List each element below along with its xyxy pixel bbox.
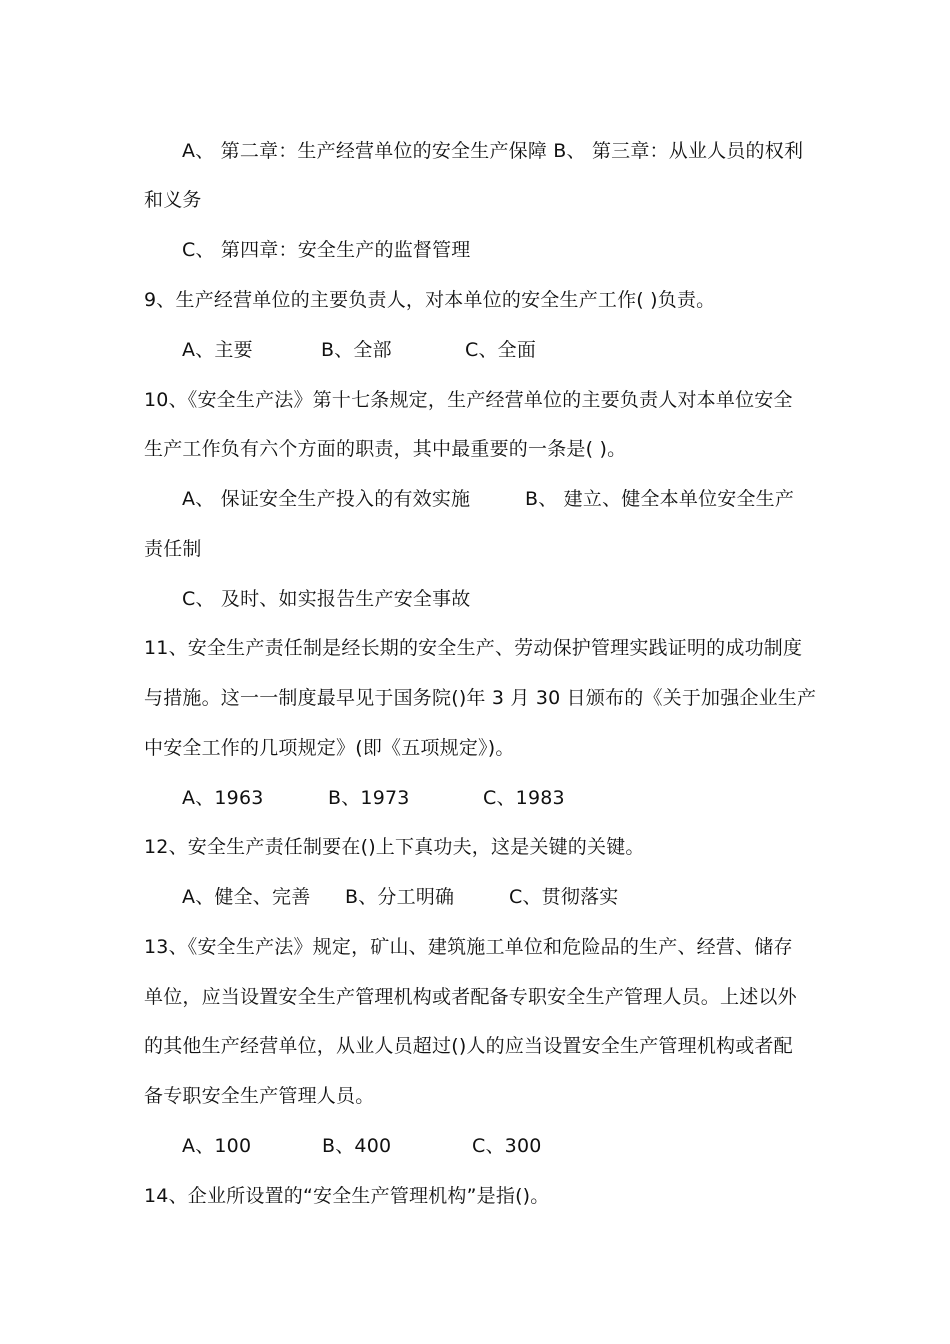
q9-option-b: B、全部 [321,339,392,361]
q13-option-b: B、400 [322,1135,392,1157]
q12-option-a: A、健全、完善 [182,886,311,908]
q11-question-line1: 11、安全生产责任制是经长期的安全生产、劳动保护管理实践证明的成功制度 [144,637,803,659]
q8-option-c: C、 第四章：安全生产的监督管理 [182,239,471,261]
q11-option-c: C、1983 [483,787,565,809]
q12-option-b: B、分工明确 [345,886,455,908]
q11-option-a: A、1963 [182,787,264,809]
q9-option-a: A、主要 [182,339,253,361]
q13-question-line2: 单位，应当设置安全生产管理机构或者配备专职安全生产管理人员。上述以外 [144,986,797,1008]
q14-question: 14、企业所设置的“安全生产管理机构”是指()。 [144,1185,550,1207]
q13-question-line1: 13、《安全生产法》规定，矿山、建筑施工单位和危险品的生产、经营、储存 [144,936,793,958]
q10-question-line2: 生产工作负有六个方面的职责，其中最重要的一条是( )。 [144,438,627,460]
q10-option-b-line2: 责任制 [144,538,202,560]
q9-question: 9、生产经营单位的主要负责人，对本单位的安全生产工作( )负责。 [144,289,716,311]
q8-options-ab-line2: 和义务 [144,189,202,211]
q13-option-a: A、100 [182,1135,252,1157]
q10-option-b-line1: B、 建立、健全本单位安全生产 [525,488,795,510]
q12-question: 12、安全生产责任制要在()上下真功夫，这是关键的关键。 [144,836,645,858]
q9-option-c: C、全面 [465,339,537,361]
q13-option-c: C、300 [472,1135,542,1157]
q12-option-c: C、贯彻落实 [509,886,619,908]
q11-option-b: B、1973 [328,787,410,809]
q8-options-ab-line1: A、 第二章：生产经营单位的安全生产保障 B、 第三章：从业人员的权利 [182,140,804,162]
q11-question-line2: 与措施。这一一制度最早见于国务院()年 3 月 30 日颁布的《关于加强企业生产 [144,687,817,709]
q10-question-line1: 10、《安全生产法》第十七条规定，生产经营单位的主要负责人对本单位安全 [144,389,793,411]
q10-option-a: A、 保证安全生产投入的有效实施 [182,488,471,510]
q13-question-line3: 的其他生产经营单位，从业人员超过()人的应当设置安全生产管理机构或者配 [144,1035,793,1057]
q13-question-line4: 备专职安全生产管理人员。 [144,1085,375,1107]
q11-question-line3: 中安全工作的几项规定》(即《五项规定》)。 [144,737,515,759]
q10-option-c: C、 及时、如实报告生产安全事故 [182,588,471,610]
